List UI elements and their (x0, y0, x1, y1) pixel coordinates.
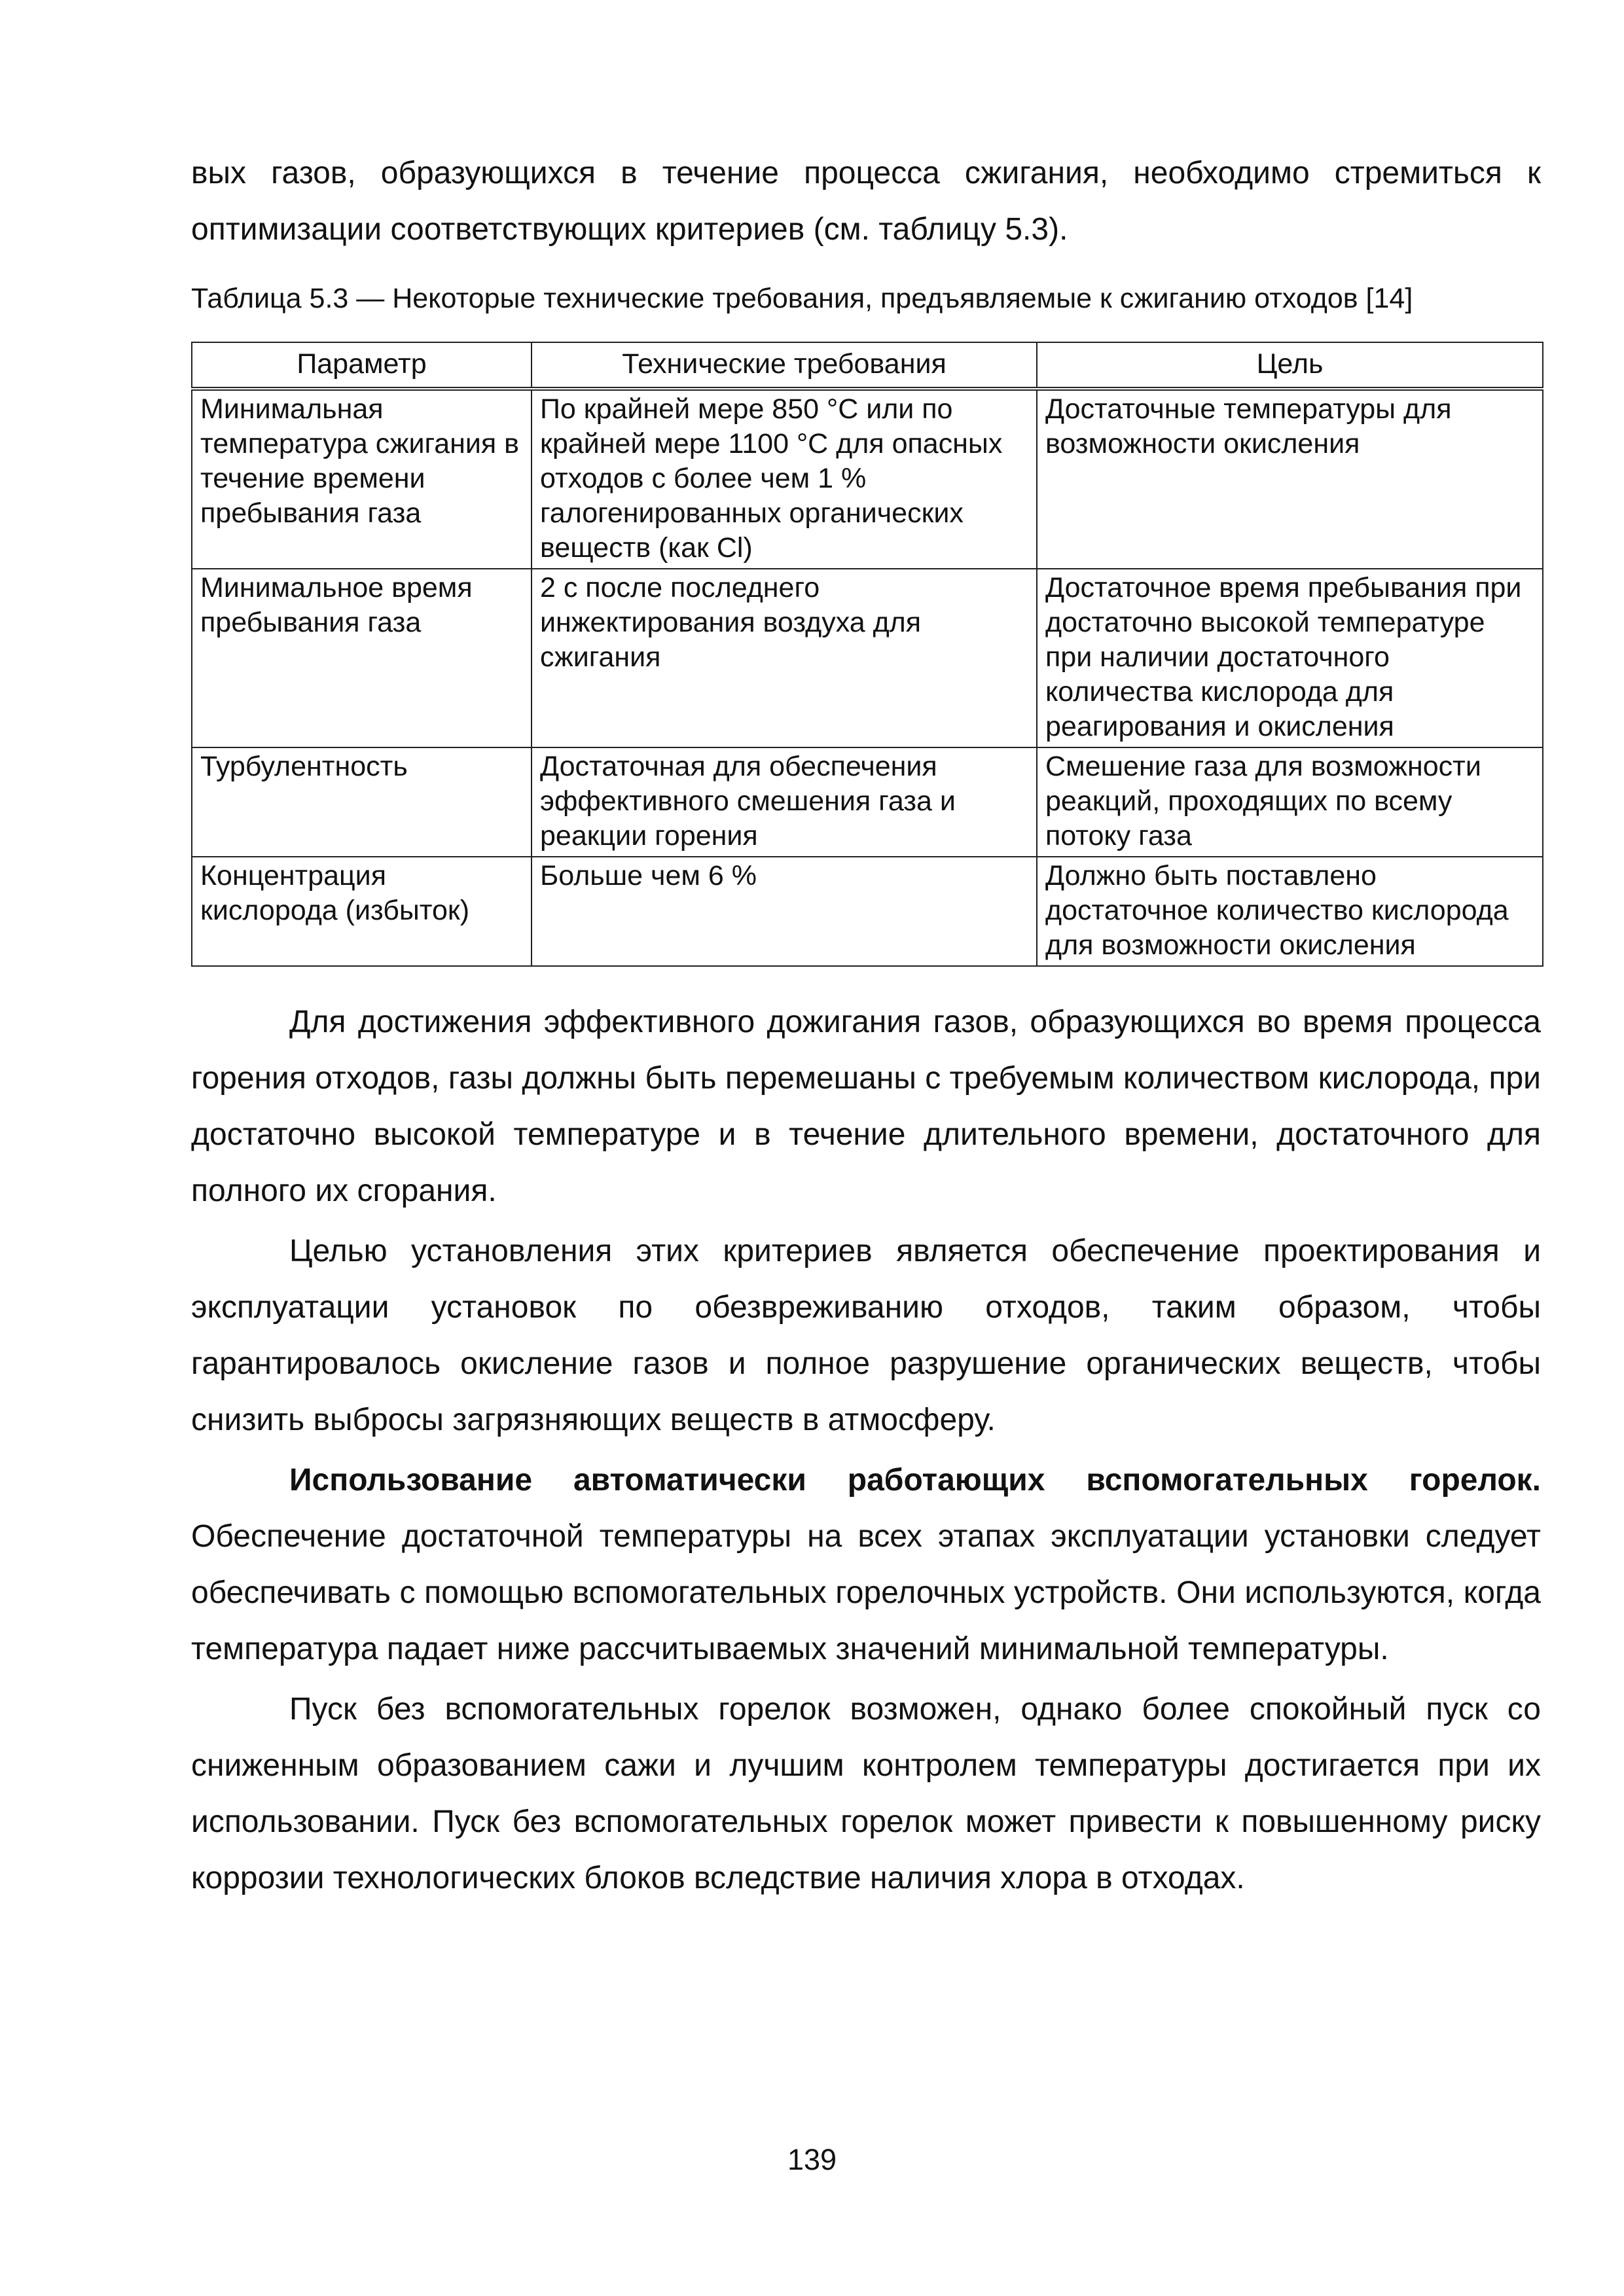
paragraph-body: Обеспечение достаточной температуры на всех этапах эксплуатации установки следует обеспечивать с помощью вспомогательных горелочных устройств. Они используются, когда температура падает ниже рассчитываемых значений минимальной температуры. (191, 1519, 1541, 1666)
cell-goal: Достаточные температуры для возможности окисления (1037, 389, 1543, 569)
page-number: 139 (787, 2143, 837, 2176)
paragraph-heading: Использование автоматически работающих вспомогательных горелок. (289, 1463, 1541, 1498)
table-caption: Таблица 5.3 — Некоторые технические требования, предъявляемые к сжиганию отходов [14] (191, 283, 1413, 314)
header-parameter: Параметр (192, 342, 532, 389)
paragraph-criteria-goal: Целью установления этих критериев является обеспечение проектирования и эксплуатации установок по обезвреживанию отходов, таким образом, чтобы гарантировалось окисление газов и полное разрушение органических веществ, чтобы снизить выбросы загрязняющих веществ в атмосферу. (191, 1234, 1541, 1437)
requirements-table (191, 342, 1543, 967)
paragraph-auxiliary-burners (191, 1452, 1541, 1677)
cell-parameter: Турбулентность (192, 747, 532, 857)
table-header-row (192, 342, 1543, 389)
header-goal: Цель (1037, 342, 1543, 389)
header-requirements: Технические требования (532, 342, 1037, 389)
page-content (191, 145, 1541, 1907)
cell-parameter: Концентрация кислорода (избыток) (192, 857, 532, 966)
paragraph-startup: Пуск без вспомогательных горелок возможен, однако более спокойный пуск со сниженным образованием сажи и лучшим контролем температуры достигается при их использовании. Пуск без вспомогательных горелок может привести к повышенному риску коррозии технологических блоков вследствие наличия хлора в отходах. (191, 1692, 1541, 1895)
paragraph-combustion: Для достижения эффективного дожигания газов, образующихся во время процесса горения отходов, газы должны быть перемешаны с требуемым количеством кислорода, при достаточно высокой температуре и в течение длительного времени, достаточного для полного их сгорания. (191, 1005, 1541, 1208)
cell-goal: Смешение газа для возможности реакций, проходящих по всему потоку газа (1037, 747, 1543, 857)
cell-requirement: По крайней мере 850 °C или по крайней мере 1100 °C для опасных отходов с более чем 1 % галогенированных органических веществ (как Cl) (532, 389, 1037, 569)
table-row (192, 747, 1543, 857)
cell-requirement: Больше чем 6 % (532, 857, 1037, 966)
cell-parameter: Минимальная температура сжигания в течение времени пребывания газа (192, 389, 532, 569)
intro-paragraph: вых газов, образующихся в течение процесса сжигания, необходимо стремиться к оптимизации соответствующих критериев (см. таблицу 5.3). (191, 156, 1541, 247)
cell-goal: Достаточное время пребывания при достаточно высокой температуре при наличии достаточного количества кислорода для реагирования и окисления (1037, 569, 1543, 747)
table-row (192, 569, 1543, 747)
table-row (192, 389, 1543, 569)
cell-requirement: 2 с после последнего инжектирования воздуха для сжигания (532, 569, 1037, 747)
cell-requirement: Достаточная для обеспечения эффективного смешения газа и реакции горения (532, 747, 1037, 857)
cell-parameter: Минимальное время пребывания газа (192, 569, 532, 747)
table-row (192, 857, 1543, 966)
cell-goal: Должно быть поставлено достаточное количество кислорода для возможности окисления (1037, 857, 1543, 966)
